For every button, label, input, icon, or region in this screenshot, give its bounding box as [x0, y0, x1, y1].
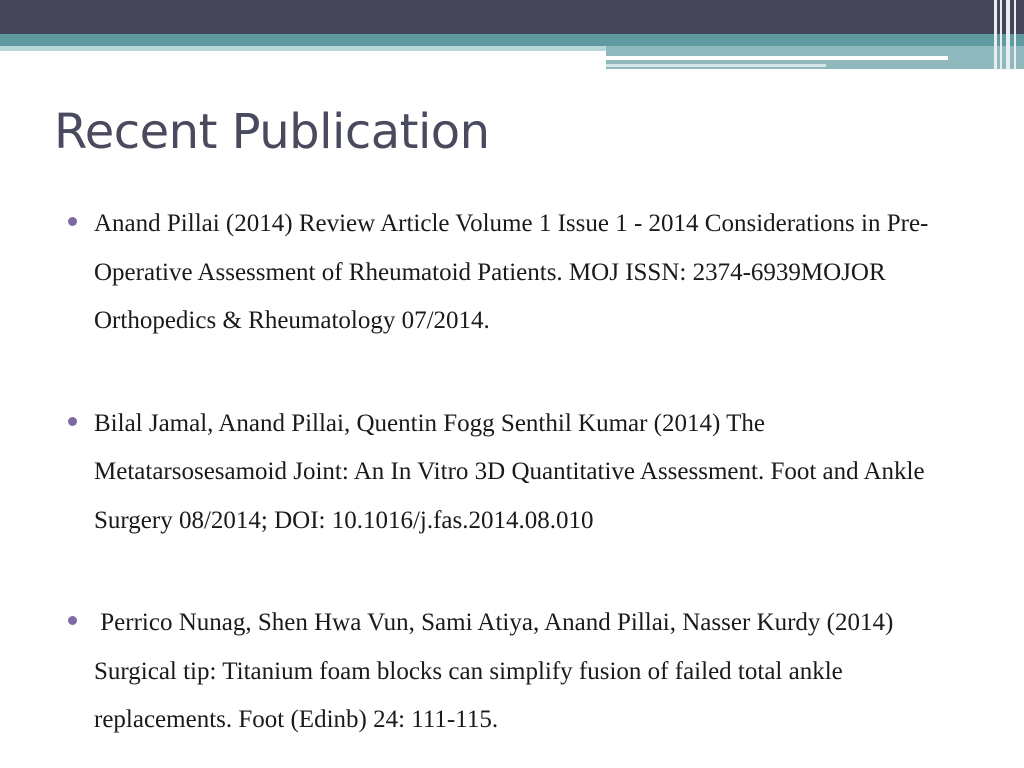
header-band-stripe	[606, 56, 948, 60]
publication-text: Bilal Jamal, Anand Pillai, Quentin Fogg Senthil Kumar (2014) The Metatarsosesamoid Joint: An In Vitro 3D Quantitative Assessment. Foot and Ankle Surgery 08/2014; DOI: 10.1016/j.fas.2014.08.010	[94, 409, 925, 534]
header-band-stripe	[606, 64, 826, 67]
publication-list	[64, 200, 964, 745]
publication-text: Anand Pillai (2014) Review Article Volume 1 Issue 1 - 2014 Considerations in Pre-Operative Assessment of Rheumatoid Patients. MOJ ISSN: 2374-6939MOJOR Orthopedics & Rheumatology 07/2014.	[94, 210, 929, 334]
bullet-dot	[68, 616, 77, 625]
header-band-teal	[0, 34, 1024, 46]
publication-item	[64, 200, 964, 346]
header-band-teal-light	[0, 46, 606, 51]
bullet-dot	[68, 217, 77, 226]
publication-item	[64, 400, 964, 546]
header-band-dark	[0, 0, 1024, 34]
bullet-dot	[68, 417, 77, 426]
slide-title: Recent Publication	[54, 104, 490, 160]
publication-item	[64, 599, 964, 745]
header-vertical-lines	[990, 0, 1024, 70]
publication-text: Perrico Nunag, Shen Hwa Vun, Sami Atiya, Anand Pillai, Nasser Kurdy (2014) Surgical tip: Titanium foam blocks can simplify fusion of failed total ankle replacements. Foot (Edinb) 24: 111-115.	[94, 609, 900, 733]
